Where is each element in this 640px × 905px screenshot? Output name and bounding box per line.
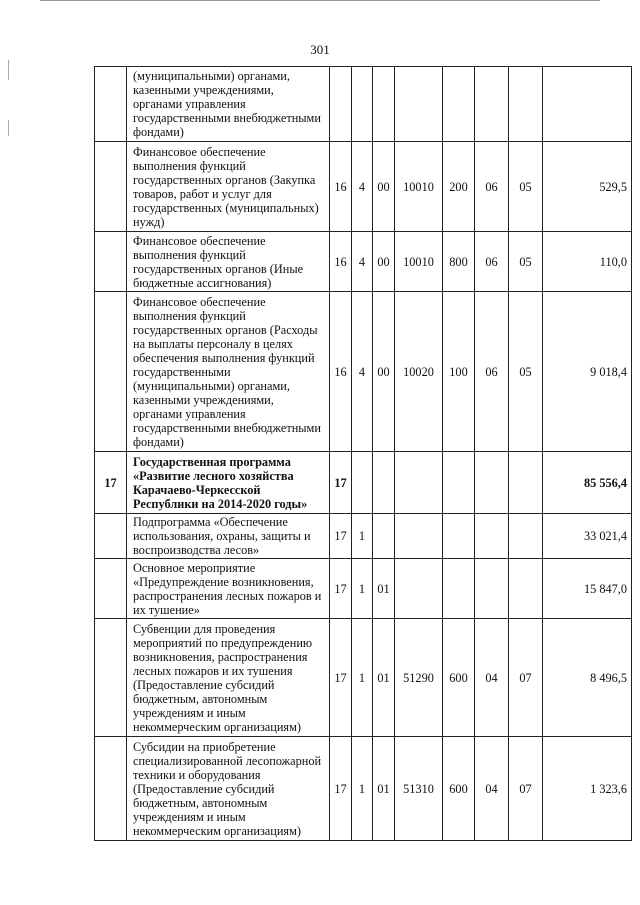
code-direction: 51290 bbox=[395, 619, 443, 737]
code-expense-type: 800 bbox=[443, 232, 475, 292]
amount: 33 021,4 bbox=[543, 514, 632, 559]
row-number bbox=[95, 514, 127, 559]
code-section bbox=[475, 559, 509, 619]
item-name: Государственная программа «Развитие лесного хозяйства Карачаево-Черкесской Республики на 2014-2020 годы» bbox=[127, 452, 330, 514]
item-name: Субсидии на приобретение специализированной лесопожарной техники и оборудования (Предоставление субсидий бюджетным, автономным учреждениям и иным некоммерческим организациям) bbox=[127, 737, 330, 841]
amount: 110,0 bbox=[543, 232, 632, 292]
amount: 9 018,4 bbox=[543, 292, 632, 452]
code-section bbox=[475, 452, 509, 514]
scan-margin-mark bbox=[8, 60, 9, 80]
code-direction bbox=[395, 452, 443, 514]
code-subprogram: 4 bbox=[352, 142, 373, 232]
budget-table-body bbox=[95, 67, 632, 841]
code-program: 17 bbox=[330, 452, 352, 514]
code-expense-type: 600 bbox=[443, 619, 475, 737]
code-program: 16 bbox=[330, 292, 352, 452]
code-subsection: 05 bbox=[509, 292, 543, 452]
code-event bbox=[373, 452, 395, 514]
code-program: 17 bbox=[330, 619, 352, 737]
code-direction: 10020 bbox=[395, 292, 443, 452]
code-program: 17 bbox=[330, 737, 352, 841]
code-expense-type: 600 bbox=[443, 737, 475, 841]
amount bbox=[543, 67, 632, 142]
code-program bbox=[330, 67, 352, 142]
code-event: 01 bbox=[373, 559, 395, 619]
code-expense-type bbox=[443, 67, 475, 142]
code-subprogram bbox=[352, 452, 373, 514]
row-number: 17 bbox=[95, 452, 127, 514]
code-event: 00 bbox=[373, 142, 395, 232]
code-event: 00 bbox=[373, 232, 395, 292]
code-program: 17 bbox=[330, 514, 352, 559]
code-subprogram: 1 bbox=[352, 619, 373, 737]
code-expense-type: 100 bbox=[443, 292, 475, 452]
code-subsection: 07 bbox=[509, 737, 543, 841]
table-row bbox=[95, 619, 632, 737]
table-row bbox=[95, 232, 632, 292]
code-subsection bbox=[509, 452, 543, 514]
amount: 15 847,0 bbox=[543, 559, 632, 619]
budget-table bbox=[94, 66, 632, 841]
amount: 85 556,4 bbox=[543, 452, 632, 514]
code-event bbox=[373, 67, 395, 142]
code-expense-type: 200 bbox=[443, 142, 475, 232]
code-subsection bbox=[509, 559, 543, 619]
code-direction bbox=[395, 67, 443, 142]
amount: 8 496,5 bbox=[543, 619, 632, 737]
code-subprogram: 1 bbox=[352, 737, 373, 841]
amount: 1 323,6 bbox=[543, 737, 632, 841]
code-expense-type bbox=[443, 559, 475, 619]
code-program: 16 bbox=[330, 142, 352, 232]
code-section: 04 bbox=[475, 737, 509, 841]
row-number bbox=[95, 292, 127, 452]
code-event: 01 bbox=[373, 619, 395, 737]
code-subsection bbox=[509, 514, 543, 559]
code-subprogram: 1 bbox=[352, 559, 373, 619]
item-name: Финансовое обеспечение выполнения функций государственных органов (Иные бюджетные ассигнования) bbox=[127, 232, 330, 292]
code-section: 06 bbox=[475, 232, 509, 292]
row-number bbox=[95, 142, 127, 232]
code-direction: 10010 bbox=[395, 232, 443, 292]
code-expense-type bbox=[443, 452, 475, 514]
table-row bbox=[95, 67, 632, 142]
code-subsection: 05 bbox=[509, 142, 543, 232]
table-row bbox=[95, 452, 632, 514]
code-subprogram: 4 bbox=[352, 232, 373, 292]
scan-top-edge bbox=[40, 0, 600, 1]
item-name: (муниципальными) органами, казенными учреждениями, органами управления государственными внебюджетными фондами) bbox=[127, 67, 330, 142]
code-direction bbox=[395, 559, 443, 619]
row-number bbox=[95, 619, 127, 737]
code-section bbox=[475, 67, 509, 142]
code-section bbox=[475, 514, 509, 559]
code-event bbox=[373, 514, 395, 559]
code-subsection bbox=[509, 67, 543, 142]
code-subsection: 05 bbox=[509, 232, 543, 292]
code-section: 06 bbox=[475, 142, 509, 232]
table-row bbox=[95, 142, 632, 232]
row-number bbox=[95, 67, 127, 142]
amount: 529,5 bbox=[543, 142, 632, 232]
code-event: 01 bbox=[373, 737, 395, 841]
row-number bbox=[95, 737, 127, 841]
code-section: 04 bbox=[475, 619, 509, 737]
row-number bbox=[95, 559, 127, 619]
table-row bbox=[95, 559, 632, 619]
item-name: Финансовое обеспечение выполнения функций государственных органов (Закупка товаров, работ и услуг для государственных (муниципальных) нужд) bbox=[127, 142, 330, 232]
code-expense-type bbox=[443, 514, 475, 559]
code-direction: 51310 bbox=[395, 737, 443, 841]
code-subsection: 07 bbox=[509, 619, 543, 737]
table-row bbox=[95, 292, 632, 452]
code-event: 00 bbox=[373, 292, 395, 452]
code-subprogram bbox=[352, 67, 373, 142]
table-row bbox=[95, 514, 632, 559]
table-row bbox=[95, 737, 632, 841]
row-number bbox=[95, 232, 127, 292]
code-program: 17 bbox=[330, 559, 352, 619]
item-name: Субвенции для проведения мероприятий по предупреждению возникновения, распространения лесных пожаров и их тушения (Предоставление субсидий бюджетным, автономным учреждениям и иным некоммерческим организациям) bbox=[127, 619, 330, 737]
scan-margin-mark bbox=[8, 120, 9, 136]
item-name: Основное мероприятие «Предупреждение возникновения, распространения лесных пожаров и их тушение» bbox=[127, 559, 330, 619]
code-section: 06 bbox=[475, 292, 509, 452]
item-name: Подпрограмма «Обеспечение использования, охраны, защиты и воспроизводства лесов» bbox=[127, 514, 330, 559]
code-program: 16 bbox=[330, 232, 352, 292]
page-number: 301 bbox=[310, 42, 330, 57]
code-direction bbox=[395, 514, 443, 559]
code-direction: 10010 bbox=[395, 142, 443, 232]
item-name: Финансовое обеспечение выполнения функций государственных органов (Расходы на выплаты персоналу в целях обеспечения выполнения функций государственными (муниципальными) органами, казенными учреждениями, органами управления государственными внебюджетными фондами) bbox=[127, 292, 330, 452]
code-subprogram: 4 bbox=[352, 292, 373, 452]
code-subprogram: 1 bbox=[352, 514, 373, 559]
